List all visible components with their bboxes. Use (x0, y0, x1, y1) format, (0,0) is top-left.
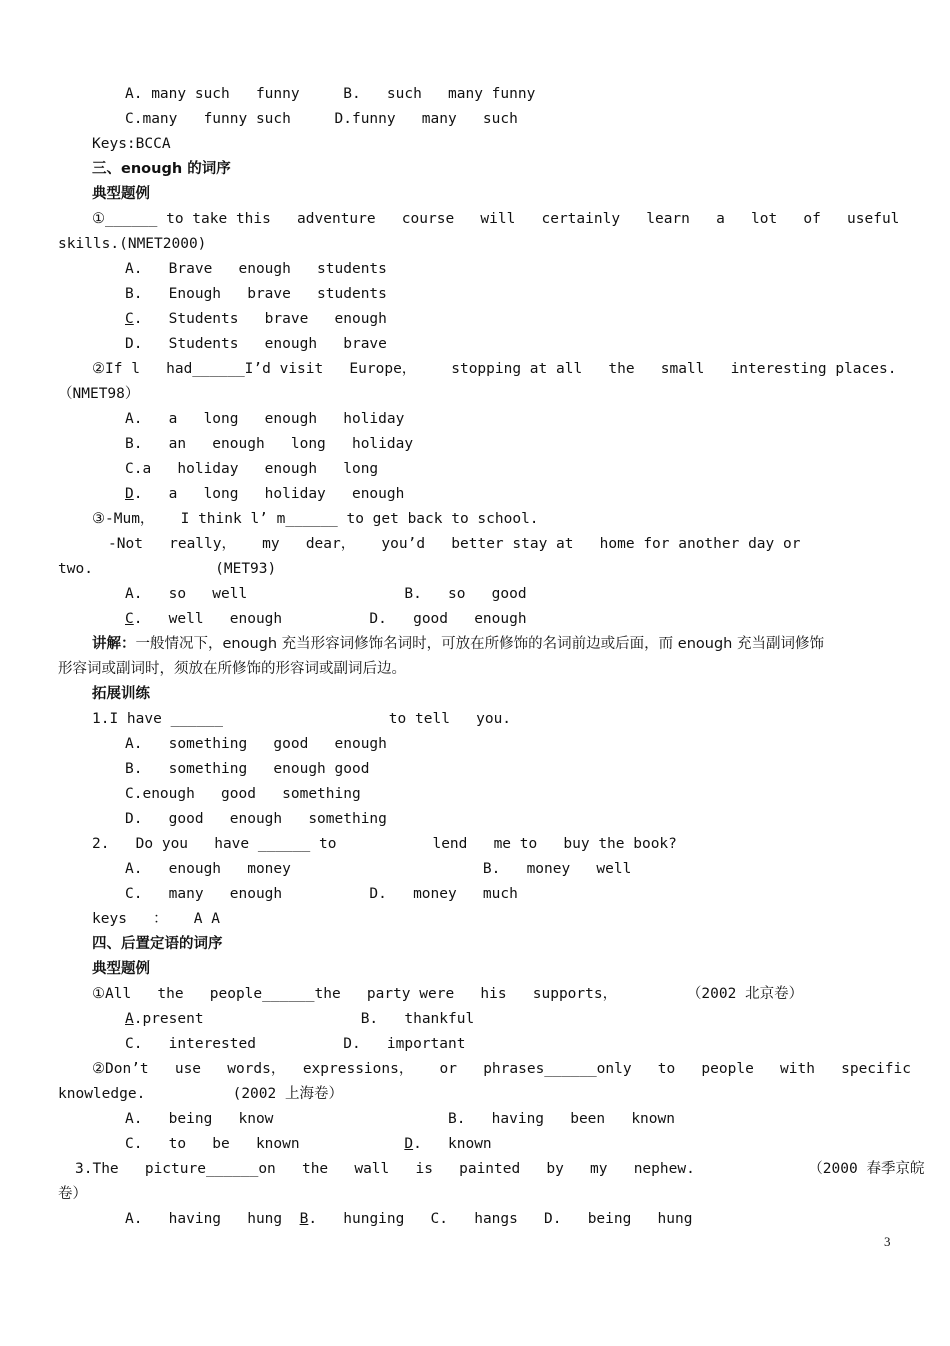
section-label: 讲解： (92, 636, 136, 652)
text-line (92, 182, 150, 207)
line-text: 形容词或副词时，须放在所修饰的形容词或副词后边。 (58, 661, 406, 677)
text-line (92, 207, 899, 232)
text-line (125, 307, 387, 332)
text-line (125, 407, 404, 432)
line-text: C. many enough D. money much (125, 886, 518, 902)
line-text: 一般情况下，enough 充当形容词修饰名词时，可放在所修饰的名词前边或后面，而 enough 充当副词修饰 (135, 636, 824, 652)
line-text: D. Students enough brave (125, 336, 387, 352)
text-line (92, 357, 896, 382)
text-line (125, 332, 387, 357)
text-line (58, 657, 406, 682)
line-text: . well enough D. good enough (133, 611, 527, 627)
text-line (92, 907, 220, 932)
text-line (125, 1132, 492, 1157)
text-line (125, 1007, 474, 1032)
line-text: 卷） (58, 1186, 87, 1202)
answer-letter: B (299, 1211, 309, 1227)
line-text: D. good enough something (125, 811, 387, 827)
text-line (125, 107, 518, 132)
line-text: .present B. thankful (133, 1011, 475, 1027)
answer-letter: A (125, 1011, 134, 1027)
answer-letter: D (404, 1136, 414, 1152)
line-text: . a long holiday enough (133, 486, 405, 502)
line-text: keys ： A A (92, 911, 220, 927)
text-line (92, 132, 171, 157)
text-line (58, 557, 276, 582)
text-line (92, 632, 824, 657)
page-number: 3 (884, 1234, 891, 1249)
line-text: ①______ to take this adventure course will certainly learn a lot of useful (92, 211, 900, 227)
line-text: 三、enough 的词序 (92, 161, 231, 177)
text-line (125, 882, 518, 907)
line-text: knowledge. (2002 上海卷） (58, 1086, 343, 1102)
line-text: A. being know B. having been known (125, 1111, 675, 1127)
text-line (75, 1157, 924, 1182)
line-text: 1.I have ______ to tell you. (92, 711, 512, 727)
text-line (125, 857, 631, 882)
text-line (92, 1057, 911, 1082)
answer-letter: D (125, 486, 134, 502)
line-text: （NMET98） (58, 386, 140, 402)
line-text: C. interested D. important (125, 1036, 466, 1052)
line-text: . Students brave enough (133, 311, 387, 327)
line-text: 四、后置定语的词序 (92, 936, 223, 952)
text-line (92, 682, 150, 707)
line-text: two. (MET93) (58, 561, 277, 577)
text-line (125, 807, 387, 832)
text-line (92, 957, 150, 982)
line-text: A. many such funny B. such many funny (125, 86, 536, 102)
line-text: A. a long enough holiday (125, 411, 405, 427)
line-text: C.enough good something (125, 786, 361, 802)
text-line (125, 82, 535, 107)
line-text: ②If l had______I’d visit Europe， stopping at all the small interesting places. (92, 361, 897, 377)
line-text: 拓展训练 (92, 686, 150, 702)
line-text: 典型题例 (92, 961, 150, 977)
line-text: A. something good enough (125, 736, 387, 752)
text-line (125, 257, 387, 282)
text-line (108, 532, 800, 557)
line-text: C.a holiday enough long (125, 461, 379, 477)
answer-letter: C (125, 611, 134, 627)
text-line (125, 482, 404, 507)
line-text: . hunging C. hangs D. being hung (308, 1211, 693, 1227)
line-text: C. to be known (125, 1136, 405, 1152)
text-line (125, 1207, 692, 1232)
text-line (125, 1032, 465, 1057)
line-text: A. Brave enough students (125, 261, 387, 277)
line-text: 3.The picture______on the wall is painted by my nephew. （2000 春季京皖 (75, 1161, 925, 1177)
text-line (92, 832, 677, 857)
text-line (58, 1182, 87, 1207)
text-line (125, 607, 527, 632)
line-text: Keys:BCCA (92, 136, 171, 152)
text-line (58, 232, 206, 257)
text-line (125, 457, 378, 482)
line-text: B. Enough brave students (125, 286, 387, 302)
line-text: -Not really， my dear， you’d better stay at home for another day or (108, 536, 801, 552)
text-line (125, 782, 361, 807)
text-line (125, 732, 387, 757)
line-text: B. something enough good (125, 761, 370, 777)
line-text: B. an enough long holiday (125, 436, 414, 452)
text-line (125, 432, 413, 457)
text-line (92, 982, 803, 1007)
text-line (92, 707, 511, 732)
line-text: A. enough money B. money well (125, 861, 632, 877)
line-text: ①All the people______the party were his supports， （2002 北京卷） (92, 986, 804, 1002)
line-text: skills.(NMET2000) (58, 236, 207, 252)
text-line (58, 382, 139, 407)
text-line (92, 507, 539, 532)
line-text: A. so well B. so good (125, 586, 527, 602)
text-line (125, 282, 387, 307)
line-text: 2. Do you have ______ to lend me to buy the book? (92, 836, 677, 852)
answer-letter: C (125, 311, 134, 327)
text-line (125, 582, 527, 607)
text-line (125, 1107, 675, 1132)
line-text: . known (413, 1136, 492, 1152)
line-text: ③-Mum， I think l’ m______ to get back to school. (92, 511, 539, 527)
line-text: ②Don’t use words， expressions， or phrases______only to people with specific (92, 1061, 911, 1077)
text-line (92, 157, 231, 182)
text-line (92, 932, 223, 957)
line-text: 典型题例 (92, 186, 150, 202)
line-text: C.many funny such D.funny many such (125, 111, 518, 127)
line-text: A. having hung (125, 1211, 300, 1227)
text-line (125, 757, 369, 782)
text-line (58, 1082, 343, 1107)
